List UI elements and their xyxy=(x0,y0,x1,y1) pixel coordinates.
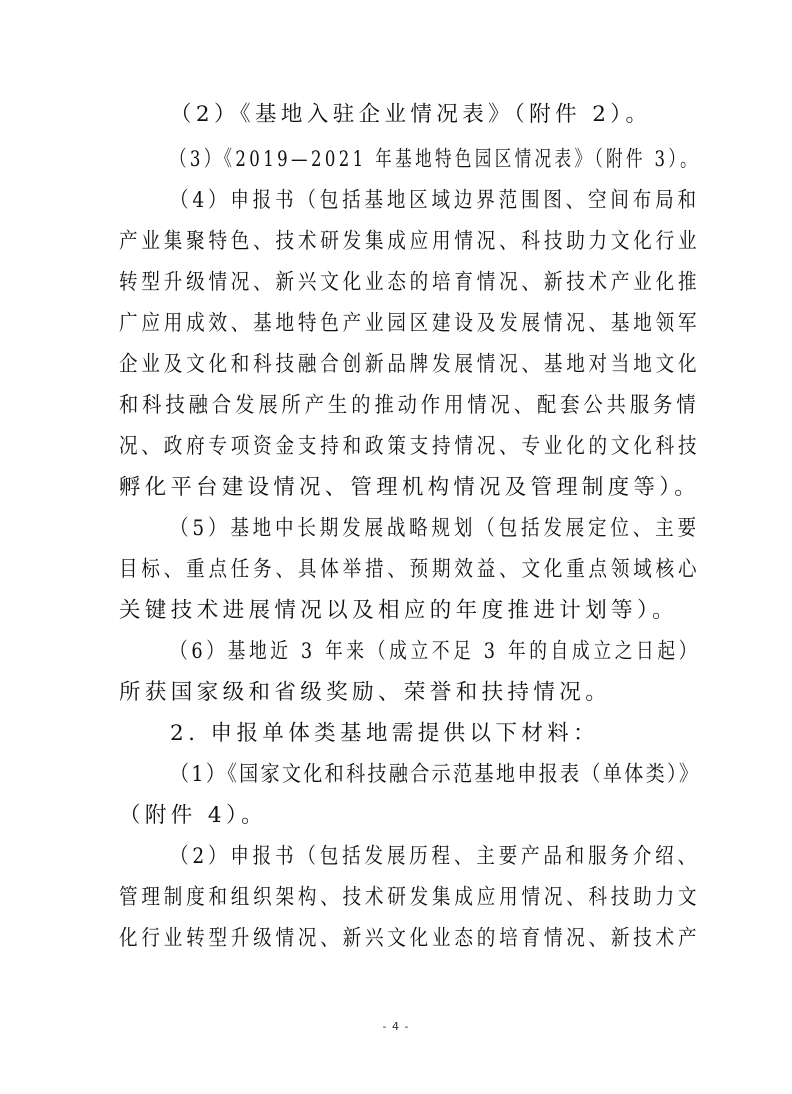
text-line: （4）申报书（包括基地区域边界范围图、空间布局和 xyxy=(170,188,700,213)
text-line: 转型升级情况、新兴文化业态的培育情况、新技术产业化推 xyxy=(119,270,701,295)
text-line: （附件 4）。 xyxy=(119,803,268,828)
text-line: 产业集聚特色、技术研发集成应用情况、科技助力文化行业 xyxy=(119,229,701,254)
text-line: 化行业转型升级情况、新兴文化业态的培育情况、新技术产 xyxy=(119,926,701,951)
text-line: 况、政府专项资金支持和政策支持情况、专业化的文化科技 xyxy=(119,434,701,459)
text-line: 企业及文化和科技融合创新品牌发展情况、基地对当地文化 xyxy=(119,352,701,377)
text-line: 目标、重点任务、具体举措、预期效益、文化重点领域核心 xyxy=(119,557,701,582)
text-line: 关键技术进展情况以及相应的年度推进计划等）。 xyxy=(119,598,679,623)
text-line: 孵化平台建设情况、管理机构情况及管理制度等）。 xyxy=(119,475,700,500)
page-number: - 4 - xyxy=(382,1020,410,1033)
text-line: 和科技融合发展所产生的推动作用情况、配套公共服务情 xyxy=(119,393,700,418)
text-line: 广应用成效、基地特色产业园区建设及发展情况、基地领军 xyxy=(119,311,701,336)
text-line: （2）《基地入驻企业情况表》（附件 2）。 xyxy=(170,102,652,127)
text-line: （2）申报书（包括发展历程、主要产品和服务介绍、 xyxy=(170,844,700,869)
text-line: （3）《2019—2021 年基地特色园区情况表》（附件 3）。 xyxy=(170,147,700,172)
text-line: （1）《国家文化和科技融合示范基地申报表（单体类）》 xyxy=(170,762,701,787)
text-line: 所获国家级和省级奖励、荣誉和扶持情况。 xyxy=(119,680,612,705)
text-line: 管理制度和组织架构、技术研发集成应用情况、科技助力文 xyxy=(119,885,701,910)
section-heading: 2. 申报单体类基地需提供以下材料： xyxy=(170,721,600,746)
text-line: （5）基地中长期发展战略规划（包括发展定位、主要 xyxy=(170,516,700,541)
text-line: （6）基地近 3 年来（成立不足 3 年的自成立之日起） xyxy=(170,639,701,664)
